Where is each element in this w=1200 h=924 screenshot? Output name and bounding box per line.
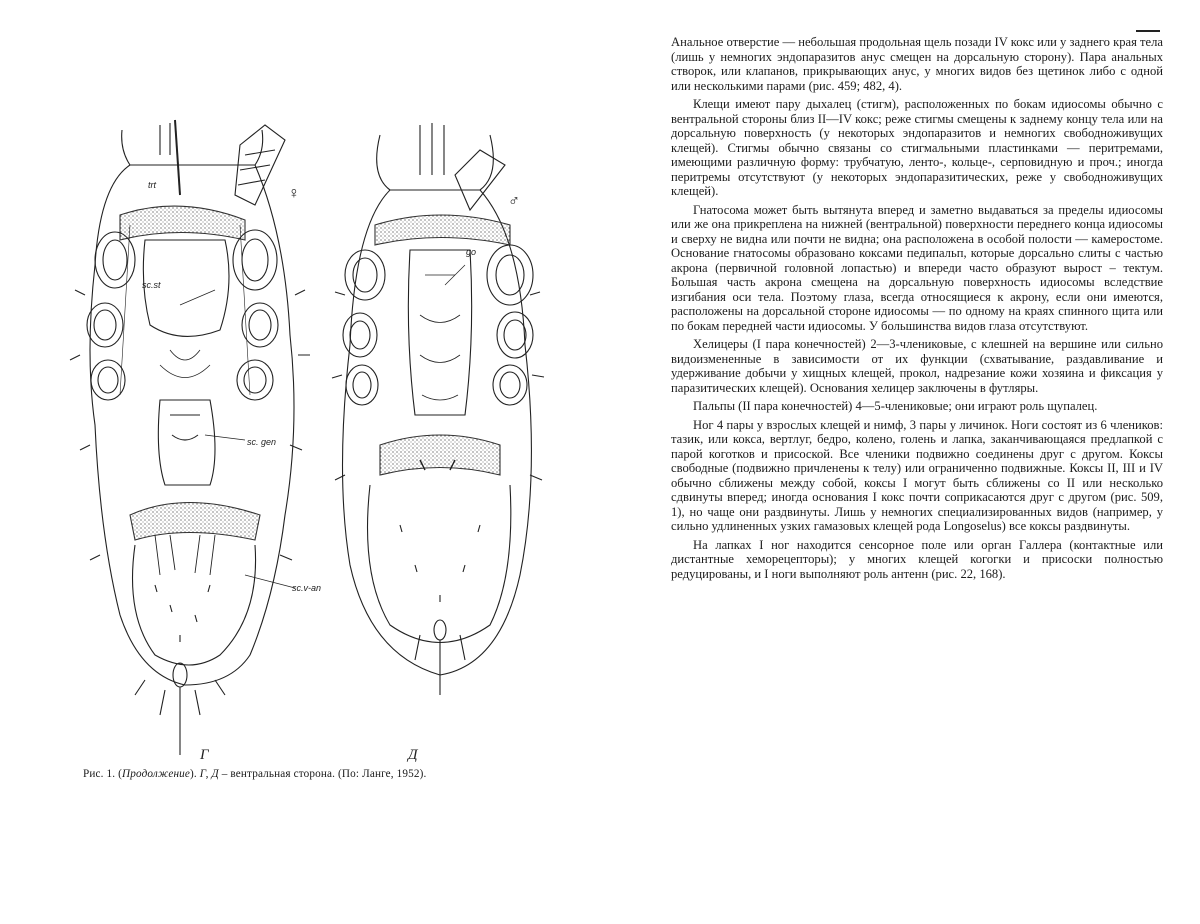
mite-figure: [60, 95, 560, 775]
paragraph-stigmata: Клещи имеют пару дыхалец (стигм), расположенных по бокам идиосомы обычно с вентральной стороны близ II—IV кокс; реже стигмы смещены к заднему концу тела или на дорсальную поверхность (у некоторых эндопаразитов и немногих свободноживущих клещей). Стигмы обычно связаны со стигмальными пластинками — перитремами, имеющими различную форму: трубчатую, ленто-, кольце-, серповидную и проч.; иногда перитремы отсутствуют (у некоторых эндопаразитических, реже у свободноживущих клещей).: [671, 97, 1163, 198]
figure-caption: [83, 768, 523, 780]
paragraph-anal-opening: Анальное отверстие — небольшая продольная щель позади IV кокс или у заднего края тела (лишь у немногих эндопаразитов анус смещен на дорсальную сторону). Пара анальных створок, или клапанов, прикрывающих анус, у многих видов без щетинок либо с одной или несколькими парами (рис. 459; 482, 4).: [671, 35, 1163, 93]
paragraph-legs: Ног 4 пары у взрослых клещей и нимф, 3 пары у личинок. Ноги состоят из 6 члеников: тазик, или кокса, вертлуг, бедро, колено, голень и лапка, заканчивающаяся предлапкой с парой коготков и присоской. Все членики подвижно соединены друг с другом. Коксы свободные (подвижно причленены к телу) или ограниченно подвижные. Коксы II, III и IV обычно сближены между собой, коксы I могут быть сближены со II или несколько сдвинуты вперед; иногда основания I кокс почти соприкасаются друг с другом (рис. 509, 1), но чаще они раздвинуты. Лишь у немногих специализированных видов (например, у сильно удлиненных узких гамазовых клещей рода Longoselus) все коксы раздвинуты.: [671, 417, 1163, 533]
page-corner-mark: [1136, 30, 1160, 32]
mite-drawings: [60, 95, 560, 775]
caption-continued: Продолжение: [122, 768, 191, 780]
paragraph-haller-organ: На лапках I ног находится сенсорное поле или орган Галлера (контактные или дистантные хеморецепторы); у многих клещей когогки и присоски полностью редуцированы, и I ноги выполняют роль антенн (рис. 22, 168).: [671, 537, 1163, 581]
label-sc-gen: sc. gen: [247, 437, 277, 447]
figure-letter-left: Г: [200, 747, 209, 763]
label-sc-st: sc.st: [142, 280, 161, 290]
figure-letter-right: Д: [408, 747, 418, 763]
caption-letters: Г, Д: [199, 768, 219, 780]
paragraph-palps: Пальпы (II пара конечностей) 4—5-члениковые; они играют роль щупалец.: [693, 399, 1098, 413]
label-go: go: [466, 247, 477, 257]
caption-prefix: Рис. 1. (: [83, 768, 123, 780]
label-trt: trt: [148, 180, 156, 190]
female-symbol: ♀: [288, 185, 300, 202]
caption-rest: – вентральная сторона. (По: Ланге, 1952).: [218, 768, 427, 780]
paragraph-gnathosoma: Гнатосома может быть вытянута вперед и заметно выдаваться за пределы идиосомы или же она прикреплена на нижней (вентральной) поверхности переднего конца идиосомы и сверху не видна или почти не видна; она расположена в особой полости — камеростоме. Основание гнатосомы образовано коксами педипальп, которые дорсально слиты с частью акрона (первичной головной лопастью) и впереди часто образуют вырост – тектум. Большая часть акрона смещена на дорсальную поверхность идиосомы вследствие изгибания оси тела. Поэтому глаза, всегда относящиеся к акрону, если они имеются, расположены на дорсальной стороне идиосомы — по одному на краях спинного щита или по бокам передней части идиосомы. У большинства видов глаза отсутствуют.: [671, 202, 1163, 333]
male-symbol: ♂: [508, 193, 520, 210]
caption-middle: ).: [190, 768, 200, 780]
label-sc-v-an: sc.v-an: [292, 583, 322, 593]
body-text: [671, 35, 1163, 585]
paragraph-chelicerae: Хелицеры (I пара конечностей) 2—3-члениковые, с клешней на вершине или сильно видоизмененные в зависимости от их функции (схватывание, раздавливание и удерживание добычи у хищных клещей, прокол, надрезание кожи хозяина и фиксация у паразитических клещей). Основания хелицер заключены в футляры.: [671, 337, 1163, 395]
